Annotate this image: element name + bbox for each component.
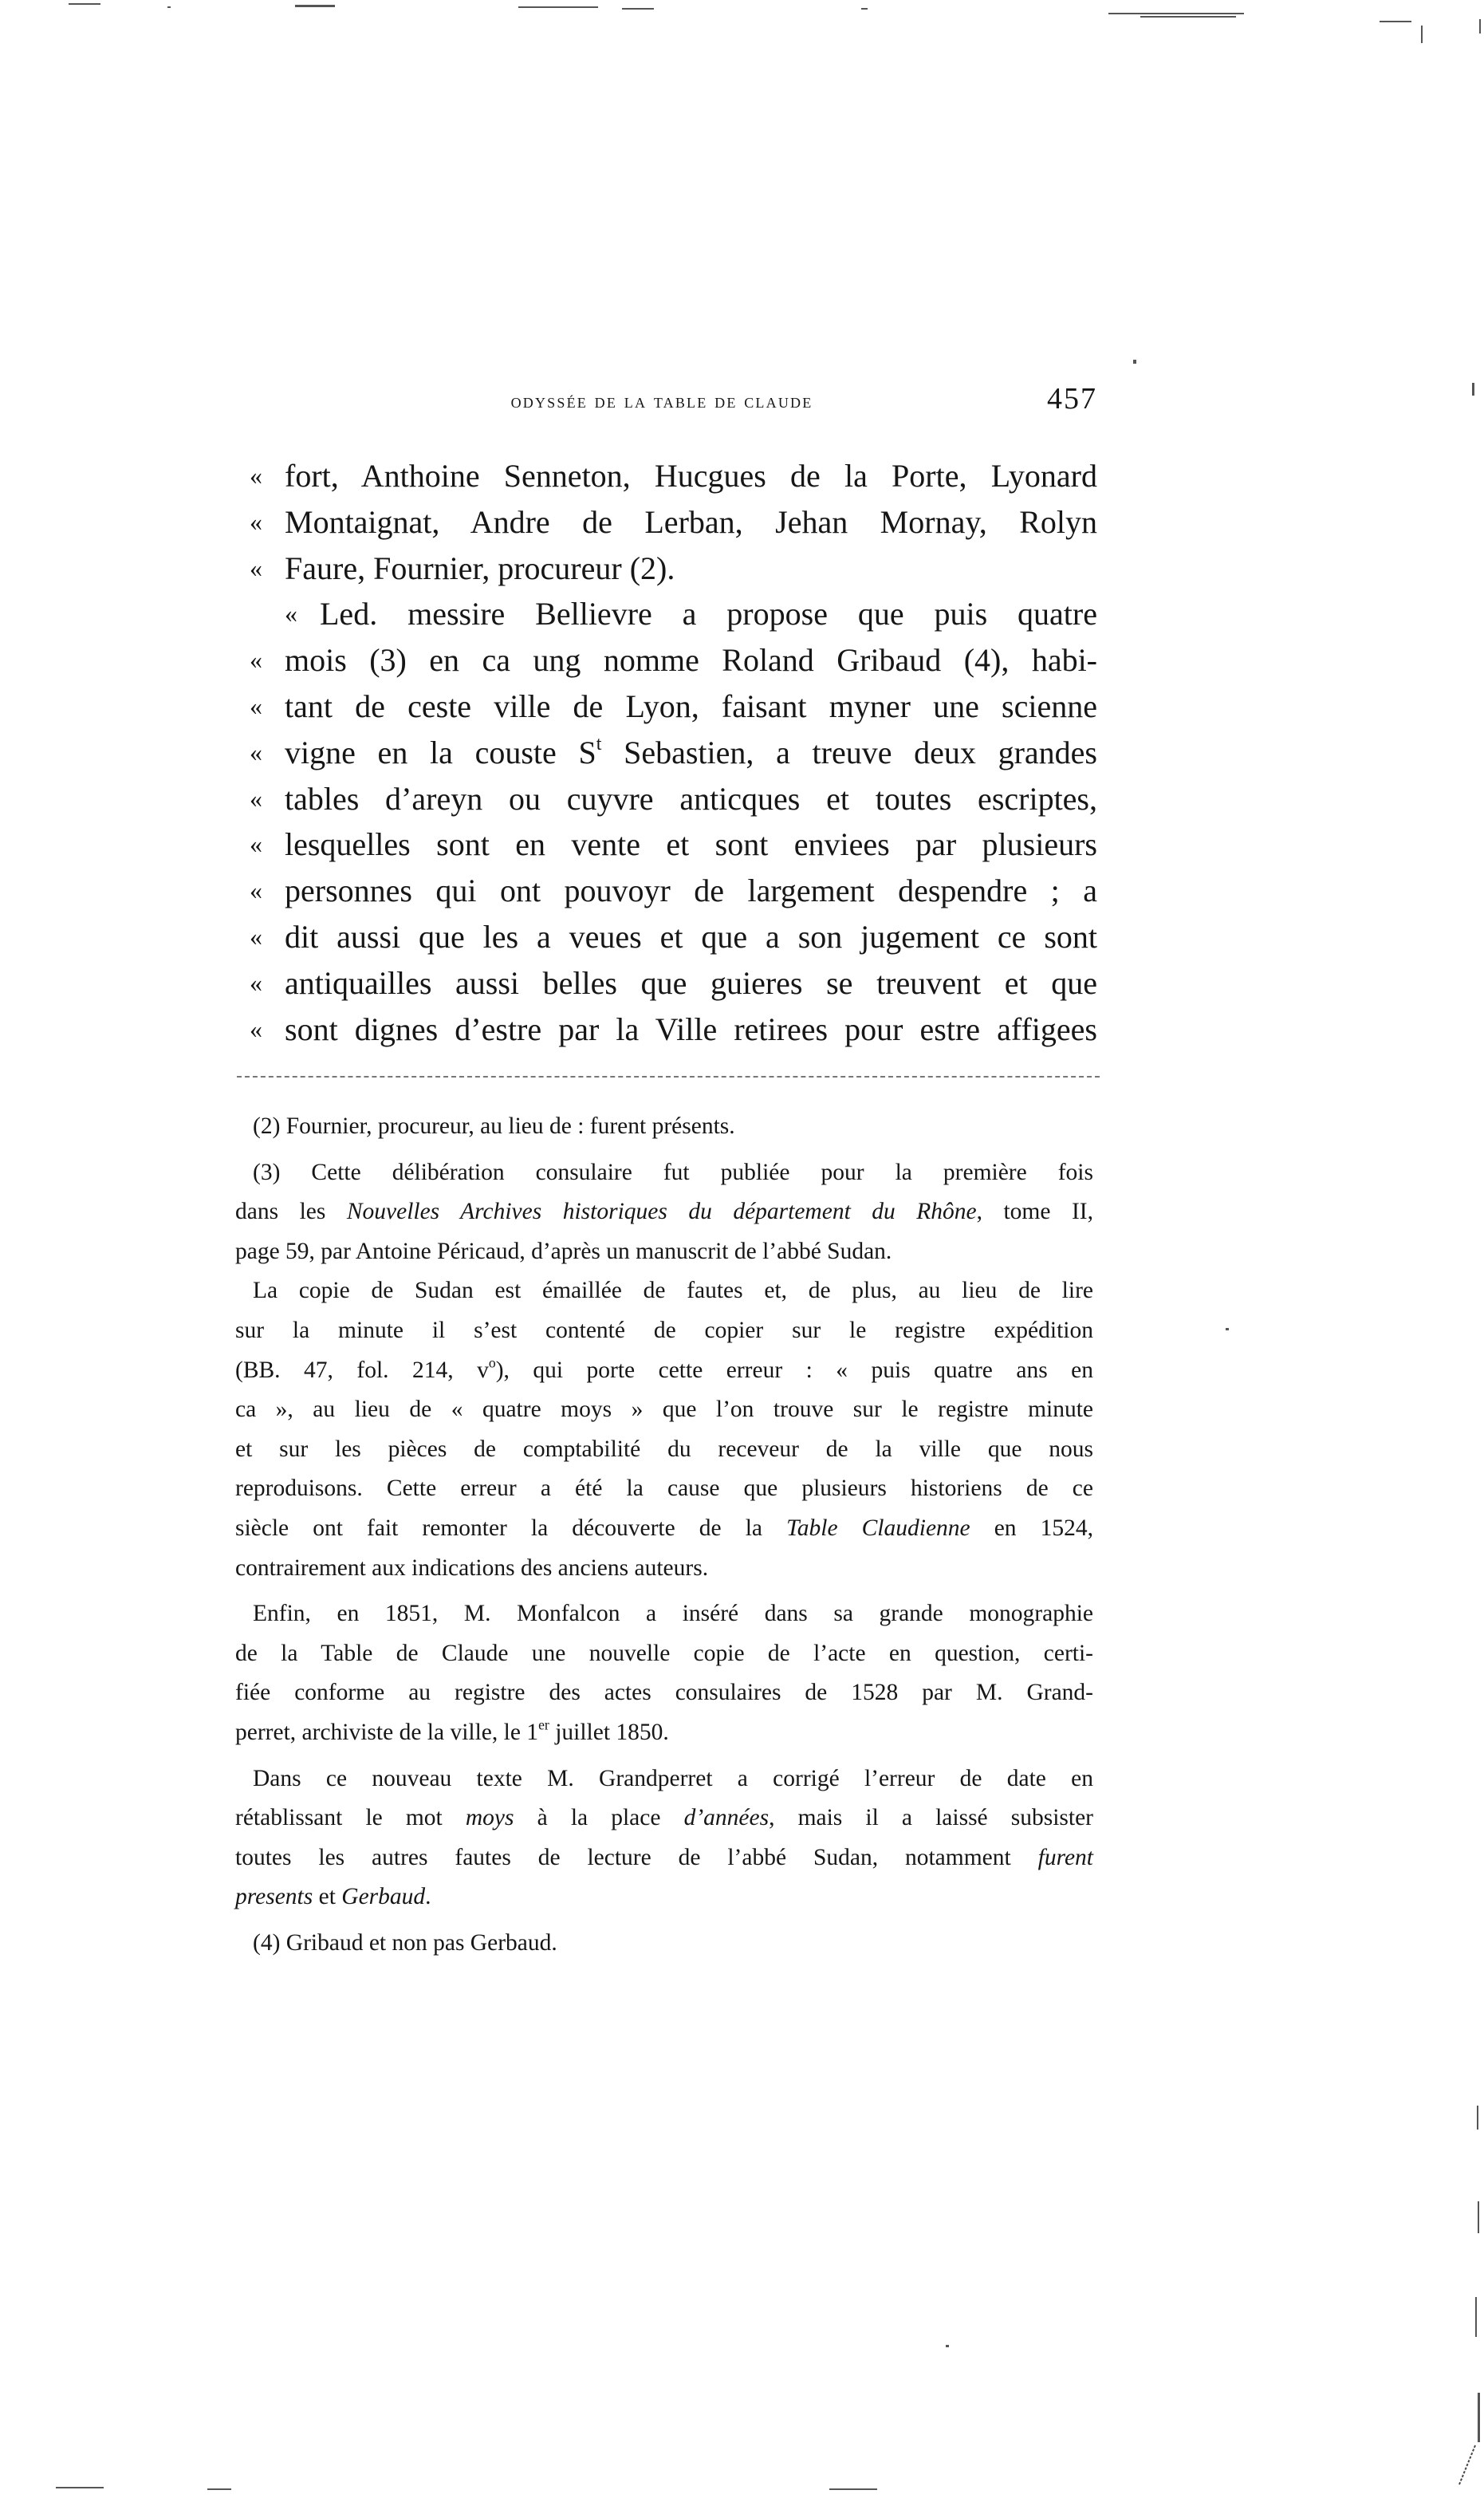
footnote-line	[235, 1759, 1093, 1799]
footnote-line	[235, 1390, 1093, 1430]
footnote-text: de la Table de Claude une nouvelle copie de l’acte en question, certi-	[235, 1640, 1093, 1666]
footnote-line	[235, 1430, 1093, 1470]
footnote-text: page 59, par Antoine Péricaud, d’après un manuscrit de l’abbé Sudan.	[235, 1238, 892, 1264]
footnote-line	[235, 1877, 1093, 1917]
body-line	[250, 499, 1097, 546]
italic-title: Gerbaud	[341, 1884, 426, 1910]
footnote-line	[235, 1232, 1093, 1272]
line-text	[285, 546, 1097, 592]
line-text-segment: Sebastien, a treuve deux grandes	[601, 734, 1097, 770]
body-line	[250, 546, 1097, 592]
footnote-text: perret, archiviste de la ville, le 1	[235, 1719, 539, 1745]
line-text	[285, 960, 1097, 1007]
superscript: t	[596, 733, 602, 755]
italic-title: Table Claudienne	[786, 1515, 970, 1541]
body-line	[250, 684, 1097, 730]
footnote-line	[235, 1549, 1093, 1589]
footnote-text: à la place	[514, 1805, 684, 1831]
line-text	[285, 822, 1097, 868]
footnote-text: fiée conforme au registre des actes consulaires de 1528 par M. Grand-	[235, 1680, 1093, 1706]
line-text	[285, 730, 1097, 776]
footnote-line	[235, 1107, 1093, 1147]
line-text-segment: fort, Anthoine Senneton, Hucgues de la Porte, Lyonard	[285, 458, 1097, 494]
footnote-text: (BB. 47, fol. 214, v	[235, 1357, 489, 1383]
footnote-line	[235, 1673, 1093, 1713]
footnote-line	[235, 1153, 1093, 1193]
footnote-line	[235, 1713, 1093, 1753]
line-text-segment: tant de ceste ville de Lyon, faisant myner une scienne	[285, 688, 1097, 724]
footnote-text: dans les	[235, 1199, 347, 1225]
footnote-line	[235, 1271, 1093, 1311]
body-line	[250, 730, 1097, 776]
quote-mark: «	[250, 461, 262, 490]
quote-mark: «	[250, 967, 262, 997]
line-text	[285, 1007, 1097, 1053]
line-text-segment: Montaignat, Andre de Lerban, Jehan Mornay, Rolyn	[285, 503, 1097, 540]
superscript: o	[488, 1354, 496, 1371]
footnote-text: , tome II,	[976, 1199, 1093, 1225]
line-text-segment: vigne en la couste S	[285, 734, 596, 770]
quote-mark: «	[250, 876, 262, 905]
footnote-line	[235, 1799, 1093, 1838]
footnotes	[235, 1107, 1093, 1963]
footnote-text: juillet 1850.	[549, 1719, 669, 1745]
footnote-text: reproduisons. Cette erreur a été la cause que plusieurs historiens de ce	[235, 1476, 1093, 1502]
body-line	[250, 591, 1097, 637]
line-text-segment: Faure, Fournier, procureur (2).	[285, 550, 675, 586]
footnote-line	[235, 1192, 1093, 1232]
footnote-text: contrairement aux indications des anciens auteurs.	[235, 1554, 709, 1581]
footnote-text: La copie de Sudan est émaillée de fautes et, de plus, au lieu de lire	[253, 1278, 1093, 1304]
line-text	[285, 499, 1097, 546]
line-text	[285, 776, 1097, 822]
footnote-text: , mais il a laissé subsister	[769, 1805, 1093, 1831]
footnote-text: en 1524,	[970, 1515, 1094, 1541]
quote-mark: «	[250, 1014, 262, 1043]
footnote-line	[235, 1351, 1093, 1391]
line-text-segment: sont dignes d’estre par la Ville retirees pour estre affigees	[285, 1011, 1097, 1047]
line-text	[285, 914, 1097, 960]
footnote-text: ), qui porte cette erreur : « puis quatre ans en	[495, 1357, 1093, 1383]
body-line	[250, 868, 1097, 914]
footnote-line	[235, 1594, 1093, 1634]
footnote-line	[235, 1634, 1093, 1674]
italic-title: Nouvelles Archives historiques du département du Rhône	[346, 1199, 977, 1225]
quote-mark: «	[250, 737, 262, 766]
footnote-text: (4) Gribaud et non pas Gerbaud.	[253, 1929, 557, 1956]
page-number: 457	[1047, 382, 1097, 416]
footnote-line	[235, 1311, 1093, 1351]
footnote-text: ca », au lieu de « quatre moys » que l’on trouve sur le registre minute	[235, 1397, 1093, 1423]
footnote-text: siècle ont fait remonter la découverte de la	[235, 1515, 787, 1541]
body-line	[250, 776, 1097, 822]
footnote-divider	[237, 1076, 1100, 1078]
italic-title: presents	[235, 1884, 313, 1910]
footnote-text: Dans ce nouveau texte M. Grandperret a corrigé l’erreur de date en	[253, 1765, 1093, 1791]
quote-mark: «	[250, 921, 262, 951]
line-text	[285, 868, 1097, 914]
footnote-text: et	[313, 1884, 342, 1910]
footnote-text: (3) Cette délibération consulaire fut publiée pour la première fois	[253, 1159, 1093, 1185]
body-line	[250, 453, 1097, 499]
body-line	[250, 914, 1097, 960]
italic-title: moys	[465, 1805, 514, 1831]
quote-mark: «	[250, 691, 262, 720]
footnote-text: Enfin, en 1851, M. Monfalcon a inséré dans sa grande monographie	[253, 1601, 1093, 1627]
line-text-segment: personnes qui ont pouvoyr de largement despendre ; a	[285, 873, 1097, 909]
footnote-line	[235, 1509, 1093, 1549]
superscript: er	[538, 1716, 549, 1733]
running-head: odyssée de la table de claude	[510, 389, 813, 412]
line-text-segment: mois (3) en ca ung nomme Roland Gribaud (4), habi-	[285, 642, 1097, 679]
italic-title: d’années	[683, 1805, 770, 1831]
footnote-text: sur la minute il s’est contenté de copier sur le registre expédition	[235, 1317, 1093, 1343]
footnote-line	[235, 1924, 1093, 1964]
line-text	[320, 591, 1097, 637]
body-line	[250, 637, 1097, 684]
body-line	[250, 1007, 1097, 1053]
quote-mark: «	[250, 506, 262, 536]
line-text	[285, 684, 1097, 730]
quote-mark: «	[250, 829, 262, 859]
italic-title: furent	[1037, 1844, 1093, 1870]
footnote-text: toutes les autres fautes de lecture de l’abbé Sudan, notamment	[235, 1844, 1038, 1870]
line-text-segment: lesquelles sont en vente et sont enviees par plusieurs	[285, 826, 1097, 863]
quote-mark: «	[250, 553, 262, 582]
quote-mark: «	[250, 783, 262, 813]
quote-mark: «	[250, 645, 262, 675]
footnote-text: (2) Fournier, procureur, au lieu de : furent présents.	[253, 1113, 735, 1139]
line-text-segment: antiquailles aussi belles que guieres se treuvent et que	[285, 964, 1097, 1001]
body-text	[250, 453, 1097, 1052]
footnote-line	[235, 1469, 1093, 1509]
footnote-text: et sur les pièces de comptabilité du receveur de la ville que nous	[235, 1436, 1093, 1462]
body-line	[250, 960, 1097, 1007]
footnote-text: rétablissant le mot	[235, 1805, 466, 1831]
line-text	[285, 637, 1097, 684]
footnote-text: .	[425, 1884, 431, 1910]
footnote-line	[235, 1838, 1093, 1878]
quote-mark: «	[285, 599, 297, 628]
body-line	[250, 822, 1097, 868]
line-text-segment: Led. messire Bellievre a propose que puis quatre	[320, 596, 1097, 632]
line-text-segment: dit aussi que les a veues et que a son jugement ce sont	[285, 918, 1097, 955]
line-text-segment: tables d’areyn ou cuyvre anticques et toutes escriptes,	[285, 780, 1097, 817]
line-text	[285, 453, 1097, 499]
